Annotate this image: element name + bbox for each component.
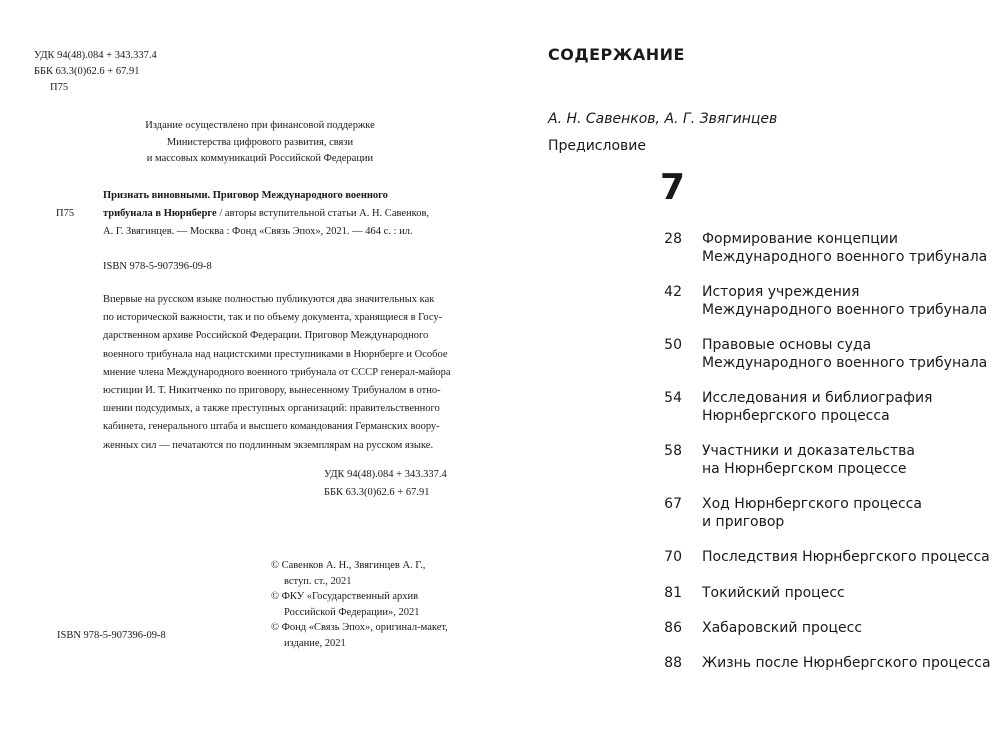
toc-entry-title (702, 654, 992, 672)
contents-page (500, 0, 1000, 741)
bibliographic-record (34, 187, 464, 241)
preface-title: Предисловие (548, 138, 646, 154)
toc-page-number: 28 (664, 231, 682, 247)
preface-authors: А. Н. Савенков, А. Г. Звягинцев (548, 111, 778, 127)
toc-line: Жизнь после Нюрнбергского процесса (702, 655, 991, 671)
udk-header (34, 48, 157, 96)
funding-line: Министерства цифрового развития, связи (166, 136, 354, 148)
toc-line: Хабаровский процесс (702, 620, 863, 636)
bib-title-bold: Признать виновными. Приговор Международного военного (103, 190, 388, 201)
annotation-line: дарственном архиве Российской Федерации. Приговор Международного (103, 330, 429, 342)
toc-line: Ход Нюрнбергского процесса (702, 496, 922, 512)
annotation-line: по исторической важности, так и по объему документа, хранящиеся в Госу- (103, 312, 443, 324)
toc-entry-title (702, 619, 992, 637)
annotation-line: юстиции И. Т. Никитченко по приговору, вынесенному Трибуналом в отно- (103, 385, 441, 397)
toc-line: и приговор (702, 514, 785, 530)
copyright-block (271, 558, 471, 651)
toc-page-number: 42 (664, 284, 682, 300)
toc-line: на Нюрнбергском процессе (702, 461, 907, 477)
toc-page-number: 50 (664, 337, 682, 353)
toc-line: Международного военного трибунала (702, 302, 988, 318)
toc-entry-title (702, 548, 992, 566)
annotation-line: военного трибунала над нацистскими преступниками в Нюрнберге и Особое (103, 348, 448, 360)
bbk-code: ББК 63.3(0)62.6 + 67.91 (34, 66, 140, 77)
annotation-line: кабинета, генерального штаба и высшего командования Германских воору- (103, 421, 440, 433)
toc-line: Исследования и библиография (702, 390, 933, 406)
toc-line: Международного военного трибунала (702, 249, 988, 265)
annotation-line: Впервые на русском языке полностью публикуются два значительных как (103, 294, 435, 305)
isbn-bottom: ISBN 978-5-907396-09-8 (57, 630, 166, 641)
classification-codes (324, 466, 447, 502)
toc-line: Последствия Нюрнбергского процесса (702, 549, 990, 565)
toc-line: Нюрнбергского процесса (702, 408, 890, 424)
bib-publication-line: А. Г. Звягинцев. — Москва : Фонд «Связь Эпох», 2021. — 464 с. : ил. (103, 226, 413, 237)
toc-page-number: 88 (664, 655, 682, 671)
copyright-line: © ФКУ «Государственный архив (271, 591, 419, 602)
toc-entry-title (702, 495, 992, 531)
isbn-line: ISBN 978-5-907396-09-8 (103, 261, 212, 272)
toc-page-number: 67 (664, 496, 682, 512)
copyright-line: © Фонд «Связь Эпох», оригинал-макет, (271, 622, 448, 633)
udk-code: УДК 94(48).084 + 343.337.4 (34, 50, 157, 61)
annotation-line: мнение члена Международного военного трибунала от СССР генерал-майора (103, 366, 451, 378)
toc-page-number: 58 (664, 443, 682, 459)
bib-author-sign: П75 (56, 208, 75, 219)
toc-line: Правовые основы суда (702, 337, 872, 353)
preface-page-number: 7 (660, 167, 686, 208)
funding-line: Издание осуществлено при финансовой поддержке (145, 120, 375, 131)
copyright-line: издание, 2021 (284, 637, 346, 649)
bib-title-line (34, 205, 464, 223)
copyright-line: Российской Федерации», 2021 (284, 606, 420, 618)
toc-line: Формирование концепции (702, 231, 898, 247)
toc-entry-title (702, 442, 992, 478)
toc-line: Участники и доказательства (702, 443, 915, 459)
toc-entry-title (702, 230, 992, 266)
udk-code-bottom: УДК 94(48).084 + 343.337.4 (324, 469, 447, 480)
contents-title: СОДЕРЖАНИЕ (548, 45, 685, 64)
funding-note (80, 118, 440, 168)
toc-line: Токийский процесс (702, 585, 845, 601)
toc-page-number: 70 (664, 549, 682, 565)
toc-page-number: 54 (664, 390, 682, 406)
annotation-line: шении подсудимых, а также преступных организаций: правительственного (103, 403, 440, 415)
toc-entry-title (702, 336, 992, 372)
toc-entry-title (702, 389, 992, 425)
bib-responsibility: / авторы вступительной статьи А. Н. Савенков, (216, 208, 430, 219)
toc-line: Международного военного трибунала (702, 355, 988, 371)
toc-entry-title (702, 283, 992, 319)
toc-page-number: 81 (664, 585, 682, 601)
toc-entry-title (702, 584, 992, 602)
annotation-line: женных сил — печатаются по подлинным экземплярам на русском языке. (103, 439, 434, 451)
copyright-line: © Савенков А. Н., Звягинцев А. Г., (271, 560, 426, 571)
toc-line: История учреждения (702, 284, 860, 300)
bib-title-line (34, 187, 464, 205)
annotation (103, 291, 463, 455)
toc-page-number: 86 (664, 620, 682, 636)
author-sign: П75 (50, 82, 69, 93)
bib-title-bold-cont: трибунала в Нюрнберге (103, 208, 217, 219)
bbk-code-bottom: ББК 63.3(0)62.6 + 67.91 (324, 487, 430, 498)
funding-line: и массовых коммуникаций Российской Федерации (146, 153, 374, 164)
copyright-line: вступ. ст., 2021 (284, 575, 352, 587)
